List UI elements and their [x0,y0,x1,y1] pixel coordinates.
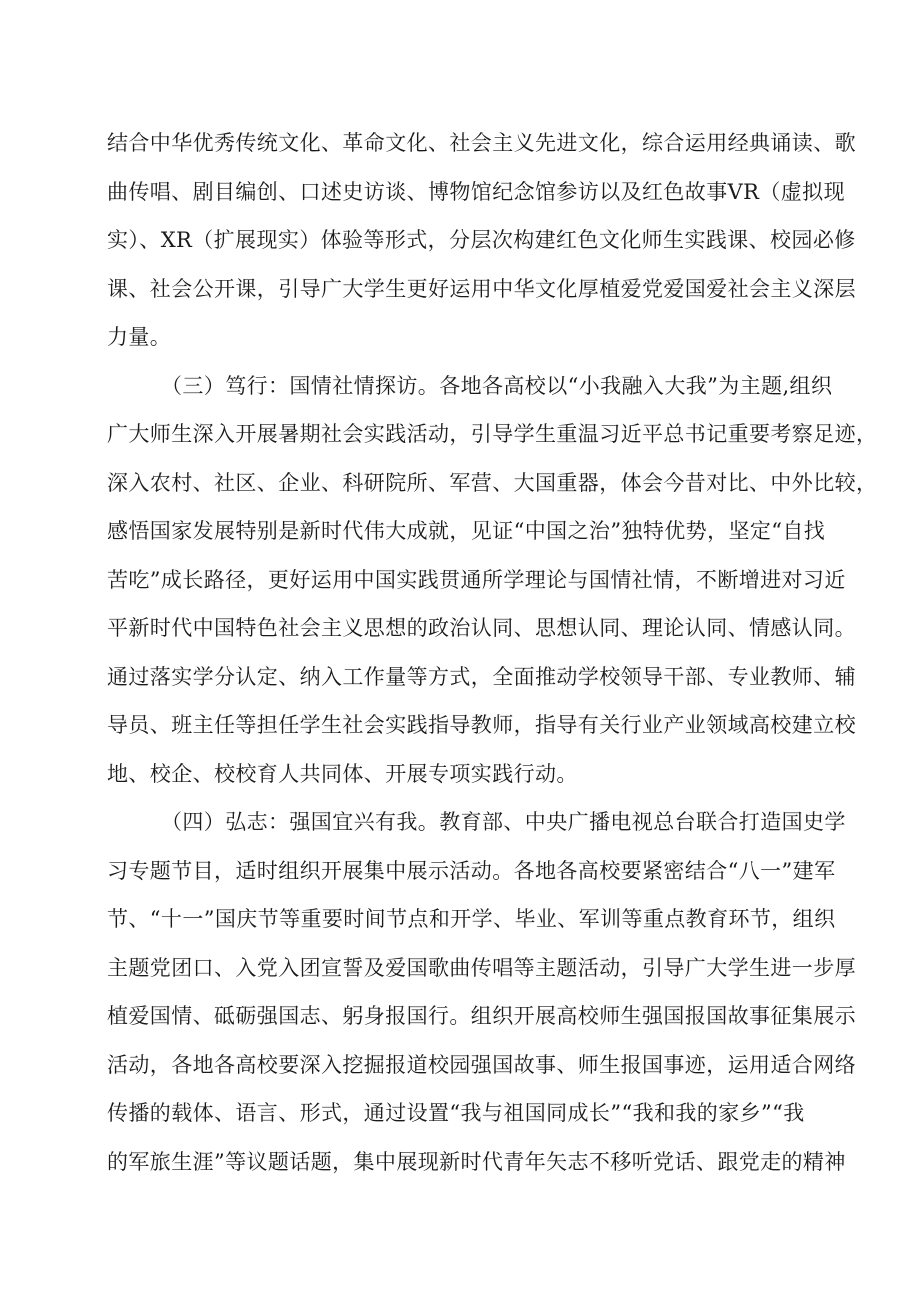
paragraph-line: 主题党团口、入党入团宣誓及爱国歌曲传唱等主题活动，引导广大学生进一步厚 [107,956,856,980]
paragraph-line: 地、校企、校校育人共同体、开展专项实践行动。 [107,762,578,786]
paragraph-line: 广大师生深入开展暑期社会实践活动，引导学生重温习近平总书记重要考察足迹， [107,422,878,446]
paragraph-line: （三）笃行：国情社情探访。各地各高校以“小我融入大我”为主题,组织 [161,374,833,398]
paragraph-line: 活动，各地各高校要深入挖掘报道校园强国故事、师生报国事迹，运用适合网络 [107,1053,856,1077]
paragraph-line: 曲传唱、剧目编创、口述史访谈、博物馆纪念馆参访以及红色故事VR（虚拟现 [107,180,845,204]
paragraph-line: 感悟国家发展特别是新时代伟大成就，见证“中国之治”独特优势，坚定“自找 [107,519,826,543]
paragraph-line: 深入农村、社区、企业、科研院所、军营、大国重器，体会今昔对比、中外比较， [107,471,878,495]
paragraph-line: 植爱国情、砥砺强国志、躬身报国行。组织开展高校师生强国报国故事征集展示 [107,1004,856,1028]
paragraph-line: （四）弘志：强国宜兴有我。教育部、中央广播电视总台联合打造国史学 [161,810,846,834]
paragraph-line: 平新时代中国特色社会主义思想的政治认同、思想认同、理论认同、情感认同。 [107,616,856,640]
paragraph-line: 苦吃”成长路径，更好运用中国实践贯通所学理论与国情社情，不断增进对习近 [107,568,846,592]
paragraph-line: 习专题节目，适时组织开展集中展示活动。各地各高校要紧密结合“八一”建军 [107,859,836,883]
paragraph-line: 通过落实学分认定、纳入工作量等方式，全面推动学校领导干部、专业教师、辅 [107,665,856,689]
paragraph-line: 节、“十一”国庆节等重要时间节点和开学、毕业、军训等重点教育环节，组织 [107,907,836,931]
paragraph-line: 结合中华优秀传统文化、革命文化、社会主义先进文化，综合运用经典诵读、歌 [107,131,856,155]
paragraph-line: 力量。 [107,325,172,349]
paragraph-line: 传播的载体、语言、形式，通过设置“我与祖国同成长”“我和我的家乡”“我 [107,1101,805,1125]
paragraph-line: 课、社会公开课，引导广大学生更好运用中华文化厚植爱党爱国爱社会主义深层 [107,277,856,301]
paragraph-line: 实）、XR（扩展现实）体验等形式，分层次构建红色文化师生实践课、校园必修 [107,228,856,252]
paragraph-line: 导员、班主任等担任学生社会实践指导教师，指导有关行业产业领域高校建立校 [107,713,856,737]
paragraph-line: 的军旅生涯”等议题话题，集中展现新时代青年矢志不移听党话、跟党走的精神 [107,1150,846,1174]
